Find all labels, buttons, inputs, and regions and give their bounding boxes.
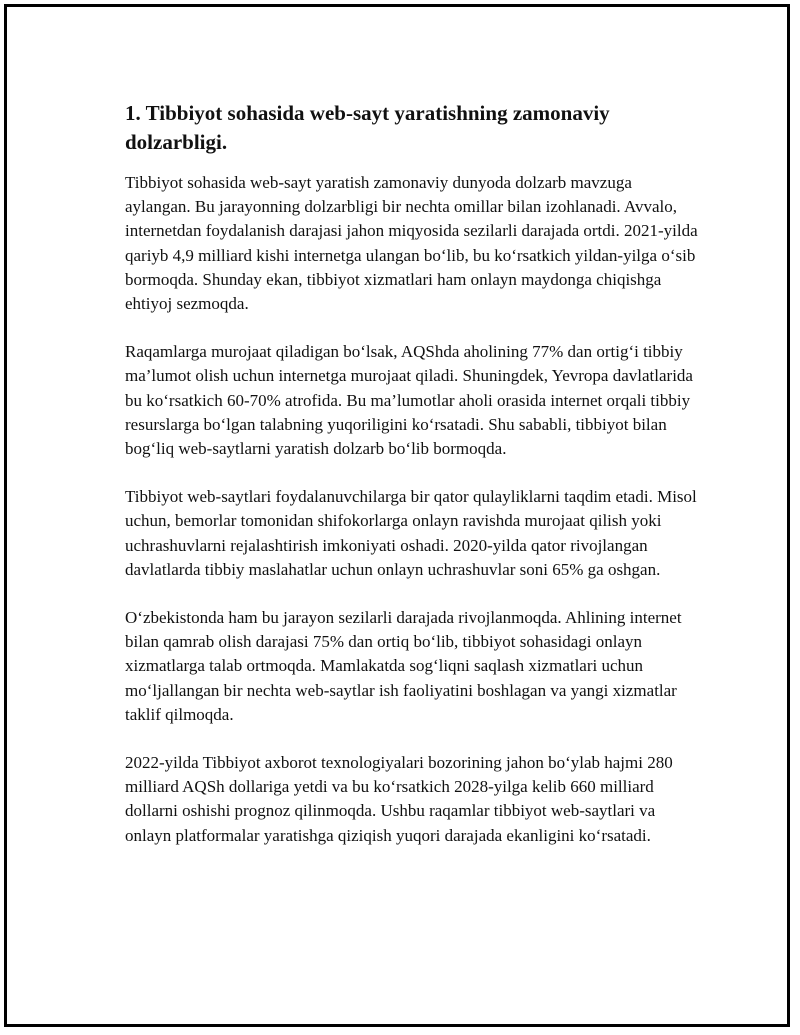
paragraph-5: 2022-yilda Tibbiyot axborot texnologiyalari bozorining jahon bo‘ylab hajmi 280 milliard AQSh dollariga yetdi va bu ko‘rsatkich 2028-yilga kelib 660 milliard dollarni oshishi prognoz qilinmoqda. Ushbu raqamlar tibbiyot web-saytlari va onlayn platformalar yaratishga qiziqish yuqori darajada ekanligini ko‘rsatadi. (125, 753, 673, 845)
paragraph-2: Raqamlarga murojaat qiladigan bo‘lsak, AQShda aholining 77% dan ortig‘i tibbiy ma’lumot olish uchun internetga murojaat qiladi. Shuningdek, Yevropa davlatlarida bu ko‘rsatkich 60-70% atrofida. Bu ma’lumotlar aholi orasida internet orqali tibbiy resurslarga bo‘lgan talabning yuqoriligini ko‘rsatadi. Shu sababli, tibbiyot bilan bog‘liq web-saytlarni yaratish dolzarb bo‘lib bormoqda. (125, 342, 693, 459)
paragraph-3: Tibbiyot web-saytlari foydalanuvchilarga bir qator qulayliklarni taqdim etadi. Misol uchun, bemorlar tomonidan shifokorlarga onlayn ravishda murojaat qilish yoki uchrashuvlarni rejalashtirish imkoniyati oshadi. 2020-yilda qator rivojlangan davlatlarda tibbiy maslahatlar uchun onlayn uchrashuvlar soni 65% ga oshgan. (125, 487, 697, 579)
document-body (125, 99, 700, 872)
paragraph-4: O‘zbekistonda ham bu jarayon sezilarli darajada rivojlanmoqda. Ahlining internet bilan qamrab olish darajasi 75% dan ortiq bo‘lib, tibbiyot sohasidagi onlayn xizmatlarga talab ortmoqda. Mamlakatda sog‘liqni saqlash xizmatlari uchun mo‘ljallangan bir nechta web-saytlar ish faoliyatini boshlagan va yangi xizmatlar taklif qilmoqda. (125, 608, 682, 724)
section-title: 1. Tibbiyot sohasida web-sayt yaratishning zamonaviy dolzarbligi. (125, 101, 610, 154)
document-page (4, 4, 790, 1027)
paragraph-1: Tibbiyot sohasida web-sayt yaratish zamonaviy dunyoda dolzarb mavzuga aylangan. Bu jarayonning dolzarbligi bir nechta omillar bilan izohlanadi. Avvalo, internetdan foydalanish darajasi jahon miqyosida sezilarli darajada ortdi. 2021-yilda qariyb 4,9 milliard kishi internetga ulangan bo‘lib, bu ko‘rsatkich yildan-yilga o‘sib bormoqda. Shunday ekan, tibbiyot xizmatlari ham onlayn maydonga chiqishga ehtiyoj sezmoqda. (125, 173, 698, 314)
